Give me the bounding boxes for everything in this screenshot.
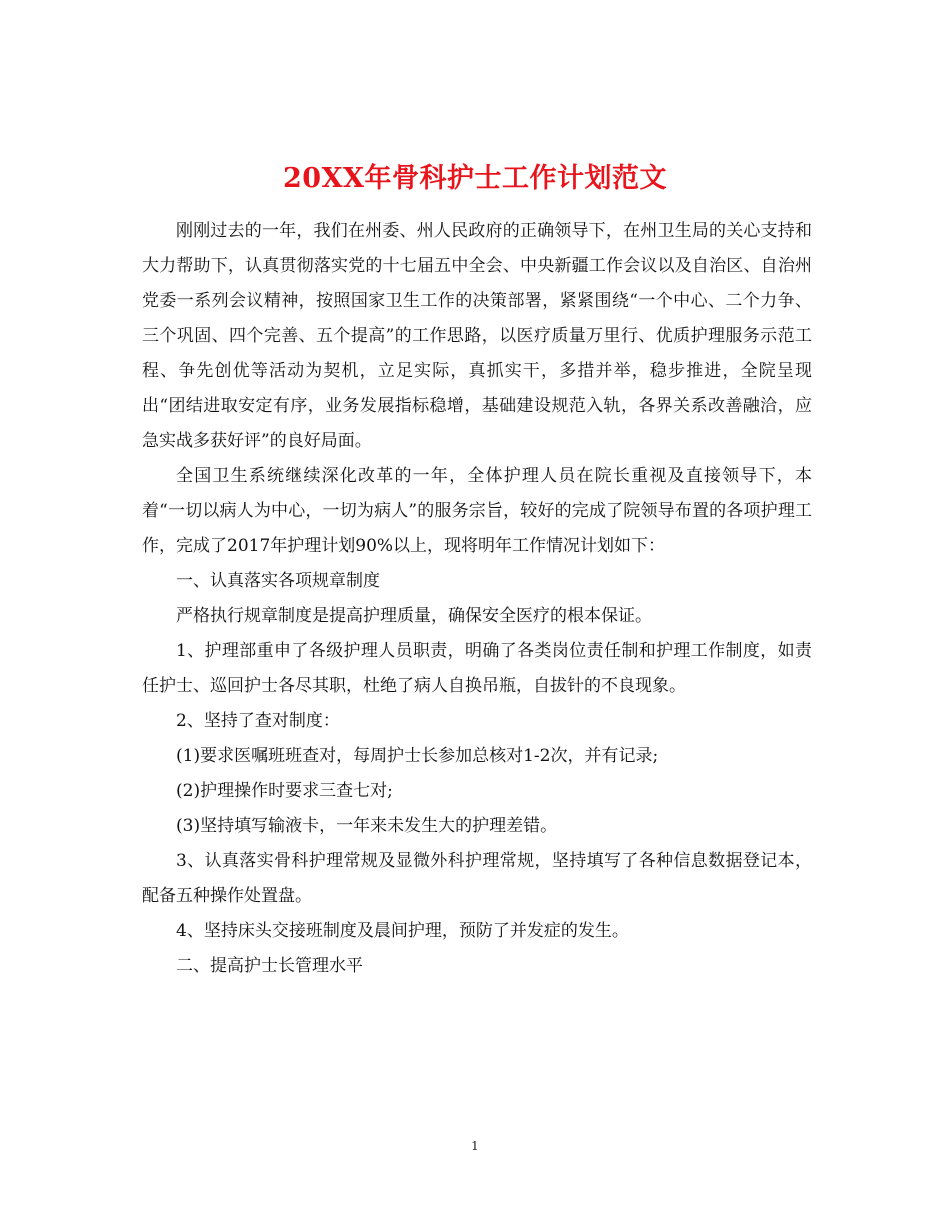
sub-item-3: (3)坚持填写输液卡，一年来未发生大的护理差错。 <box>176 816 558 836</box>
section-heading-2: 二、提高护士长管理水平 <box>176 956 363 976</box>
list-item-2: 2、坚持了查对制度： <box>176 711 340 731</box>
paragraph-summary: 全国卫生系统继续深化改革的一年，全体护理人员在院长重视及直接领导下，本着“一切以病人为中心，一切为病人”的服务宗旨，较好的完成了院领导布置的各项护理工作，完成了2017年护理计划90%以上，现将明年工作情况计划如下： <box>142 466 812 556</box>
section-heading-1: 一、认真落实各项规章制度 <box>176 571 380 591</box>
sub-item-2: (2)护理操作时要求三查七对; <box>176 781 393 801</box>
document-title: 20XX年骨科护士工作计划范文 <box>283 163 667 195</box>
list-item-1: 1、护理部重申了各级护理人员职责，明确了各类岗位责任制和护理工作制度，如责任护士、巡回护士各尽其职，杜绝了病人自换吊瓶，自拔针的不良现象。 <box>142 641 812 696</box>
sub-item-1: (1)要求医嘱班班查对，每周护士长参加总核对1-2次，并有记录; <box>176 746 659 766</box>
page-number: 1 <box>471 1139 479 1153</box>
list-item-3: 3、认真落实骨科护理常规及显微外科护理常规，坚持填写了各种信息数据登记本，配备五种操作处置盘。 <box>142 851 812 906</box>
document-body <box>142 214 812 984</box>
paragraph-intro: 刚刚过去的一年，我们在州委、州人民政府的正确领导下，在州卫生局的关心支持和大力帮助下，认真贯彻落实党的十七届五中全会、中央新疆工作会议以及自治区、自治州党委一系列会议精神，按照国家卫生工作的决策部署，紧紧围绕“一个中心、二个力争、三个巩固、四个完善、五个提高”的工作思路，以医疗质量万里行、优质护理服务示范工程、争先创优等活动为契机，立足实际，真抓实干，多措并举，稳步推进，全院呈现出“团结进取安定有序，业务发展指标稳增，基础建设规范入轨，各界关系改善融洽，应急实战多获好评”的良好局面。 <box>142 221 812 451</box>
list-item-4: 4、坚持床头交接班制度及晨间护理，预防了并发症的发生。 <box>176 921 629 941</box>
paragraph-rules: 严格执行规章制度是提高护理质量，确保安全医疗的根本保证。 <box>176 606 652 626</box>
